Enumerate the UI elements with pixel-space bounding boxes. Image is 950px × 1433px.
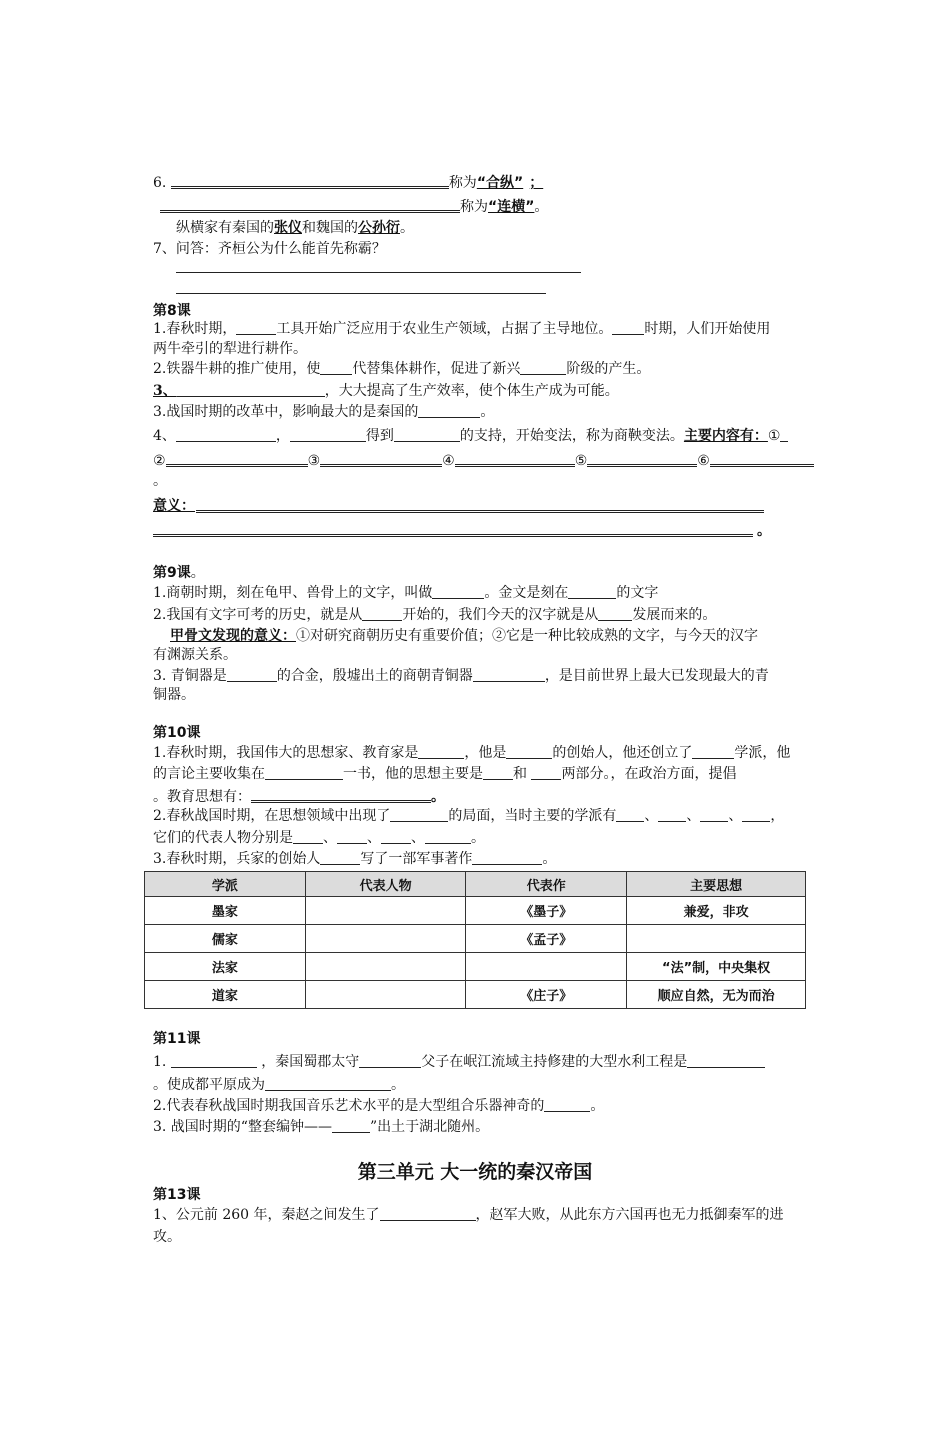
table-cell: 墨家 <box>145 897 306 925</box>
blank[interactable] <box>598 606 632 621</box>
l10-text: 的局面，当时主要的学派有 <box>448 808 617 824</box>
item-marker: ④ <box>442 453 455 469</box>
lianheng-term: “连横” <box>488 199 535 215</box>
blank[interactable] <box>520 360 566 375</box>
table-cell: 顺应自然，无为而治 <box>627 981 806 1009</box>
l8-line3 <box>153 360 650 378</box>
table-cell: 兼爱，非攻 <box>627 897 806 925</box>
blank[interactable] <box>362 606 402 621</box>
gongsunyan-term: 公孙衍 <box>358 220 400 236</box>
lesson-10-title: 第10课 <box>153 725 201 741</box>
l10-line6 <box>153 850 556 868</box>
l10-text: 、 <box>728 808 743 824</box>
l8-end: 。 <box>757 523 771 539</box>
l13-text: ，赵军大败，从此东方六国再也无力抵御秦军的进 <box>475 1207 784 1223</box>
table-row <box>145 981 806 1009</box>
l10-text: 、 <box>686 808 701 824</box>
q6-punct: 。 <box>534 199 549 215</box>
l8-text: 代替集体耕作，促进了新兴 <box>352 361 521 377</box>
hezong-term: “合纵” <box>476 175 524 191</box>
l10-text: ， <box>770 808 785 824</box>
blank[interactable] <box>380 1206 476 1221</box>
q6-text: 称为 <box>460 199 488 215</box>
l8-text: 的支持，开始变法，称为商鞅变法。 <box>459 428 684 444</box>
blank[interactable] <box>742 807 770 822</box>
l10-text: 。 <box>471 830 485 846</box>
table-cell[interactable] <box>305 953 466 981</box>
table-cell: 《庄子》 <box>466 981 627 1009</box>
q6-text: 。 <box>400 220 414 236</box>
table-row <box>145 953 806 981</box>
blank[interactable] <box>251 786 431 803</box>
blank[interactable] <box>780 427 788 442</box>
l11-line2 <box>153 1076 405 1094</box>
l10-text: 两部分。，在政治方面，提倡 <box>561 766 737 782</box>
l10-text: 它们的代表人物分别是 <box>153 830 293 846</box>
blank[interactable] <box>612 320 644 335</box>
l10-text: 1.春秋时期，我国伟大的思想家、教育家是 <box>153 745 419 761</box>
main-content-label: 主要内容有： <box>683 428 768 444</box>
l11-text: 。 <box>590 1098 605 1114</box>
l10-text: 的创始人，他还创立了 <box>552 745 693 761</box>
l10-line2 <box>153 765 736 783</box>
l9-text: 。金文是刻在 <box>484 585 569 601</box>
blank[interactable] <box>658 807 686 822</box>
lesson-9-title <box>153 564 205 582</box>
l10-text: 。 <box>542 851 557 867</box>
blank[interactable] <box>320 450 442 467</box>
table-header: 代表作 <box>466 872 627 897</box>
l8-line6 <box>153 427 788 445</box>
table-cell[interactable] <box>305 925 466 953</box>
q6-line2 <box>160 196 548 216</box>
q6-text: 和魏国的 <box>302 220 358 236</box>
l8-line4 <box>153 382 619 400</box>
l11-text: 3. 战国时期的“整套编钟—— <box>153 1119 332 1135</box>
l13-text: 1、公元前 260 年，秦赵之间发生了 <box>153 1207 380 1223</box>
table-row <box>145 925 806 953</box>
blank[interactable] <box>568 584 616 599</box>
l9-line2 <box>153 606 716 624</box>
q7-question: 7、问答：齐桓公为什么能首先称霸？ <box>153 241 386 257</box>
l8-dot: 。 <box>153 473 167 489</box>
table-cell[interactable] <box>305 897 466 925</box>
l13-line2: 攻。 <box>153 1229 181 1245</box>
l9-line1 <box>153 584 658 602</box>
blank[interactable] <box>455 450 575 467</box>
blank[interactable] <box>687 1053 765 1068</box>
l8-line5 <box>153 403 494 421</box>
l8-text: ， <box>275 428 290 444</box>
blank[interactable] <box>394 427 460 442</box>
lesson-11-title: 第11课 <box>153 1031 201 1047</box>
l11-text: ，秦国蜀郡太守 <box>261 1054 360 1070</box>
zhangyi-term: 张仪 <box>274 220 302 236</box>
oracle-bone-significance-label: 甲骨文发现的意义： <box>170 628 296 644</box>
table-cell: 道家 <box>145 981 306 1009</box>
blank[interactable] <box>227 667 277 682</box>
l9-line6: 铜器。 <box>153 687 195 703</box>
l10-text: 。教育思想有： <box>153 789 251 805</box>
l9-title-text: 第9课 <box>153 565 191 581</box>
l11-line4 <box>153 1118 489 1136</box>
l9-title-punct: 。 <box>190 565 205 581</box>
blank[interactable] <box>359 1053 421 1068</box>
l9-text: ，是目前世界上最大已发现最大的青 <box>544 668 769 684</box>
l10-text: 、 <box>367 830 381 846</box>
l8-text: 3、 <box>153 383 177 399</box>
l10-text: 。 <box>431 789 445 805</box>
q6-text: 纵横家有秦国的 <box>176 220 274 236</box>
table-row <box>145 897 806 925</box>
l8-text: ，大大提高了生产效率，使个体生产成为可能。 <box>324 383 619 399</box>
blank[interactable] <box>293 829 323 844</box>
unit-3-heading: 第三单元 大一统的秦汉帝国 <box>357 1161 593 1183</box>
l10-text: 3.春秋时期，兵家的创始人 <box>153 851 321 867</box>
l11-text: 2.代表春秋战国时期我国音乐艺术水平的是大型组合乐器神奇的 <box>153 1098 545 1114</box>
table-header-row <box>145 872 806 897</box>
l8-text: 1.春秋时期， <box>153 321 237 337</box>
l8-text: 得到 <box>365 428 394 444</box>
l11-text: 。使成都平原成为 <box>153 1077 265 1093</box>
answer-line[interactable] <box>176 272 581 273</box>
l9-text: 开始的，我们今天的汉字就是从 <box>402 607 599 623</box>
l8-text: 。 <box>480 404 495 420</box>
blank[interactable] <box>425 829 471 844</box>
l8-text: 时期，人们开始使用 <box>644 321 771 337</box>
l9-text: 2.我国有文字可考的历史，就是从 <box>153 607 363 623</box>
blank[interactable] <box>166 450 308 467</box>
l9-line5 <box>153 667 769 685</box>
l8-text: 工具开始广泛应用于农业生产领域，占据了主导地位。 <box>276 321 613 337</box>
l10-text: 写了一部军事著作 <box>360 851 473 867</box>
blank[interactable] <box>236 320 276 335</box>
blank[interactable] <box>473 667 545 682</box>
l9-text: 3. 青铜器是 <box>153 668 227 684</box>
l11-text: 1. <box>153 1054 167 1070</box>
table-header: 学派 <box>145 872 306 897</box>
table-cell[interactable] <box>466 953 627 981</box>
blank[interactable] <box>265 765 343 780</box>
l10-text: 的言论主要收集在 <box>153 766 265 782</box>
blank[interactable] <box>390 807 448 822</box>
q6-punct: ； <box>529 175 544 191</box>
table-cell: “法”制，中央集权 <box>627 953 806 981</box>
blank[interactable] <box>432 584 484 599</box>
l10-text: ，他是 <box>464 745 507 761</box>
blank[interactable] <box>587 450 697 467</box>
l10-text: 、 <box>644 808 659 824</box>
l11-line1 <box>153 1053 765 1071</box>
l8-line7 <box>153 450 814 470</box>
q6-line1 <box>153 172 549 192</box>
l11-text: 父子在岷江流域主持修建的大型水利工程是 <box>421 1054 688 1070</box>
l9-line4: 有渊源关系。 <box>153 647 237 663</box>
blank[interactable] <box>544 1097 590 1112</box>
blank[interactable] <box>710 450 814 467</box>
blank[interactable] <box>176 427 276 442</box>
blank[interactable] <box>320 850 360 865</box>
blank[interactable] <box>418 744 464 759</box>
item-marker: ⑥ <box>697 453 710 469</box>
blank[interactable] <box>700 807 728 822</box>
lesson-13-title: 第13课 <box>153 1187 201 1203</box>
l11-text: ”出土于湖北随州。 <box>369 1119 490 1135</box>
l11-line3 <box>153 1097 604 1115</box>
blank[interactable] <box>332 1118 370 1133</box>
l9-line3 <box>170 627 758 645</box>
l8-text: 4、 <box>153 428 176 444</box>
significance-label: 意义： <box>153 498 195 514</box>
l8-text: 3.战国时期的改革中，影响最大的是秦国的 <box>153 404 419 420</box>
blank[interactable] <box>337 829 367 844</box>
l9-text: 的合金，殷墟出土的商朝青铜器 <box>276 668 473 684</box>
item-marker: ⑤ <box>574 453 588 469</box>
blank[interactable] <box>472 850 542 865</box>
l10-text: 、 <box>323 830 337 846</box>
l9-text: 1.商朝时期，刻在龟甲、兽骨上的文字，叫做 <box>153 585 433 601</box>
q6-line3 <box>176 219 414 237</box>
l8-line2: 两牛牵引的犁进行耕作。 <box>153 341 307 357</box>
blank[interactable] <box>531 765 561 780</box>
table-cell: 儒家 <box>145 925 306 953</box>
l10-text: 2.春秋战国时期，在思想领域中出现了 <box>153 808 391 824</box>
l10-line4 <box>153 807 784 825</box>
answer-line[interactable] <box>176 293 546 294</box>
l8-line1 <box>153 320 770 338</box>
table-header: 代表人物 <box>305 872 466 897</box>
l10-text: 和 <box>513 766 527 782</box>
l9-text: 的文字 <box>616 585 659 601</box>
l10-text: 学派，他 <box>734 745 791 761</box>
schools-of-thought-table <box>144 871 806 1009</box>
blank[interactable] <box>265 1076 391 1091</box>
l8-text: 2.铁器牛耕的推广使用，使 <box>153 361 321 377</box>
blank[interactable] <box>320 360 352 375</box>
answer-line[interactable] <box>196 510 764 513</box>
table-cell[interactable] <box>305 981 466 1009</box>
q6-text: 称为 <box>448 175 477 191</box>
l13-line1 <box>153 1206 784 1224</box>
blank[interactable] <box>692 744 734 759</box>
blank[interactable] <box>381 829 411 844</box>
table-cell: 《孟子》 <box>466 925 627 953</box>
l8-text: 阶级的产生。 <box>566 361 651 377</box>
item-marker: ① <box>767 428 781 444</box>
l9-text: 发展而来的。 <box>632 607 717 623</box>
lesson-8-title: 第8课 <box>153 303 191 319</box>
l10-text: 一书，他的思想主要是 <box>343 766 483 782</box>
blank[interactable] <box>616 807 644 822</box>
l10-text: 、 <box>411 830 425 846</box>
answer-line[interactable] <box>153 534 753 537</box>
blank[interactable] <box>418 403 480 418</box>
table-cell: 法家 <box>145 953 306 981</box>
blank[interactable] <box>177 382 325 397</box>
item-marker: ② <box>153 453 166 469</box>
l11-text: 。 <box>391 1077 405 1093</box>
table-header: 主要思想 <box>627 872 806 897</box>
item-marker: ③ <box>307 453 321 469</box>
l10-line3 <box>153 786 445 806</box>
blank[interactable] <box>506 744 552 759</box>
q6-blank-2[interactable] <box>160 196 460 213</box>
q6-blank-1[interactable] <box>171 172 449 189</box>
blank[interactable] <box>483 765 513 780</box>
table-cell: 《墨子》 <box>466 897 627 925</box>
l10-line5 <box>153 829 485 847</box>
blank[interactable] <box>290 427 366 442</box>
q6-number: 6. <box>153 175 167 191</box>
table-cell[interactable] <box>627 925 806 953</box>
l9-text: ①对研究商朝历史有重要价值；②它是一种比较成熟的文字，与今天的汉字 <box>296 628 758 644</box>
blank[interactable] <box>171 1053 257 1068</box>
l10-line1 <box>153 744 790 762</box>
